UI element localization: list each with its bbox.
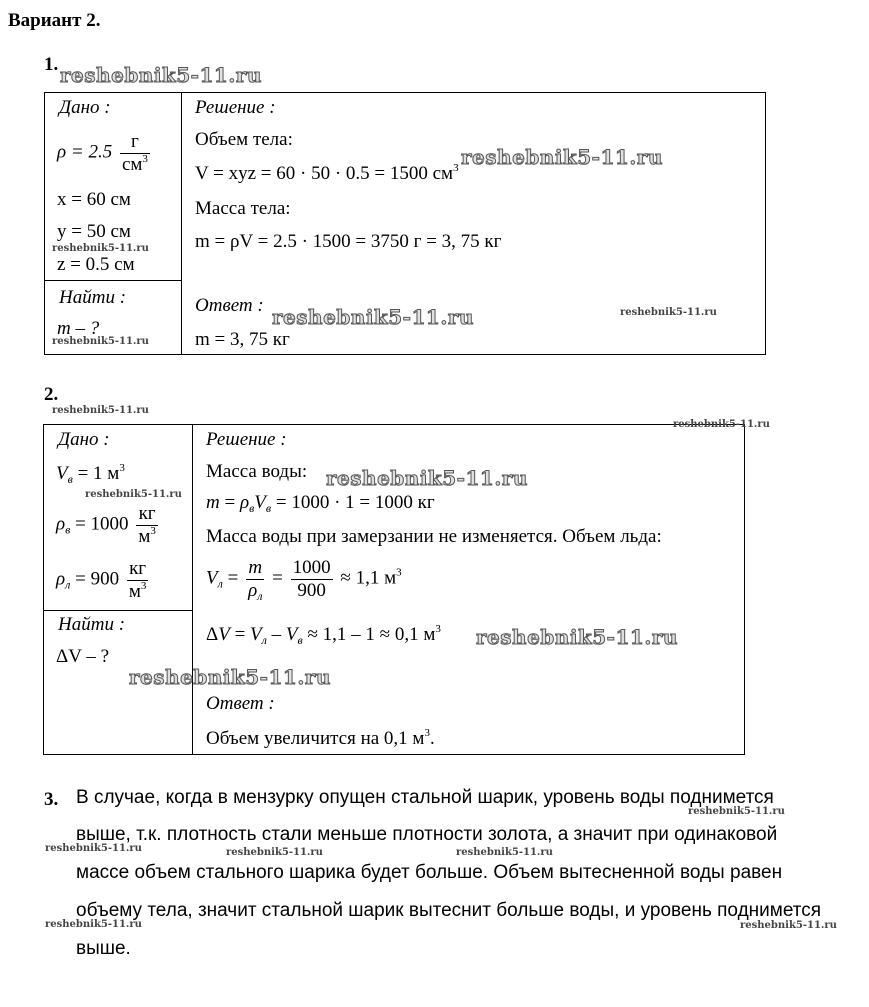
problem-2-rho-ice: $\rho_л = 900$ $\frac{кг}{м^3}$ bbox=[56, 558, 147, 602]
problem-3-line-2: выше, т.к. плотность стали меньше плотности золота, а значит при одинаковой bbox=[76, 824, 778, 845]
problem-1-rho: ρ = 2.5 $\frac{г}{см^3}$ bbox=[57, 131, 148, 175]
problem-2-answer-value: Объем увеличится на 0,1 $м^3$. bbox=[206, 727, 435, 749]
problem-2-vl-formula: $V_л$ = $\frac{m}{\rho_л}$ = $\frac{1000}{900}$ ≈ 1,1 $м^3$ bbox=[206, 557, 402, 603]
problem-2-dv-formula: $\Delta V = V_л - V_в \approx 1,1 - 1 \approx 0,1$ $м^3$ bbox=[206, 623, 441, 647]
problem-2-water-mass-formula: $m = \rho_вV_в = 1000 \cdot 1 = 1000$ кг bbox=[206, 492, 435, 515]
problem-1-y: y = 50 см bbox=[57, 221, 131, 242]
problem-1-divider bbox=[181, 93, 182, 354]
problem-1-number: 1. bbox=[44, 54, 59, 75]
watermark: reshebnik5-11.ru bbox=[620, 307, 717, 318]
watermark: reshebnik5-11.ru bbox=[129, 665, 331, 689]
problem-1-given-separator bbox=[45, 280, 182, 281]
page-title: Вариант 2. bbox=[8, 10, 101, 31]
watermark: reshebnik5-11.ru bbox=[476, 625, 678, 649]
watermark: reshebnik5-11.ru bbox=[52, 336, 149, 347]
problem-2-given-separator bbox=[44, 610, 193, 611]
problem-3-line-3: массе объем стального шарика будет больше. Объем вытесненной воды равен bbox=[76, 862, 783, 883]
watermark: reshebnik5-11.ru bbox=[740, 920, 837, 931]
problem-2-find-label: Найти : bbox=[58, 614, 126, 635]
watermark: reshebnik5-11.ru bbox=[326, 466, 528, 490]
problem-3-line-1: В случае, когда в мензурку опущен стальной шарик, уровень воды поднимется bbox=[76, 787, 774, 808]
problem-2-divider bbox=[192, 425, 193, 754]
problem-1-find-label: Найти : bbox=[59, 287, 127, 308]
problem-1-given-label: Дано : bbox=[59, 97, 111, 118]
watermark: reshebnik5-11.ru bbox=[461, 145, 663, 169]
problem-2-ice-text: Масса воды при замерзании не изменяется. Объем льда: bbox=[206, 526, 662, 547]
watermark: reshebnik5-11.ru bbox=[45, 843, 142, 854]
watermark: reshebnik5-11.ru bbox=[272, 305, 474, 329]
problem-1-x: x = 60 см bbox=[57, 189, 131, 210]
problem-2-number: 2. bbox=[44, 384, 59, 405]
watermark: reshebnik5-11.ru bbox=[673, 419, 770, 430]
problem-2-given-label: Дано : bbox=[58, 429, 110, 450]
problem-3-line-4: объему тела, значит стальной шарик вытеснит больше воды, и уровень поднимется bbox=[76, 900, 822, 921]
problem-1-volume-formula: V = xyz = 60 · 50 · 0.5 = 1500 $см^3$ bbox=[195, 162, 459, 184]
problem-2-solution-label: Решение : bbox=[206, 429, 287, 450]
watermark: reshebnik5-11.ru bbox=[85, 489, 182, 500]
problem-1-volume-label: Объем тела: bbox=[195, 129, 293, 150]
problem-2-water-mass-label: Масса воды: bbox=[206, 461, 308, 482]
problem-2-rho-water: $\rho_в = 1000$ $\frac{кг}{м^3}$ bbox=[56, 503, 156, 547]
problem-3-line-5: выше. bbox=[76, 938, 131, 959]
problem-1-z: z = 0.5 см bbox=[57, 254, 135, 275]
problem-1-answer-label: Ответ : bbox=[195, 295, 264, 316]
watermark: reshebnik5-11.ru bbox=[688, 806, 785, 817]
problem-1-mass-label: Масса тела: bbox=[195, 198, 291, 219]
problem-2-vv: $V_в = 1$ $м^3$ bbox=[56, 462, 125, 486]
problem-1-find-value: m – ? bbox=[57, 318, 100, 339]
watermark: reshebnik5-11.ru bbox=[52, 243, 149, 254]
watermark: reshebnik5-11.ru bbox=[52, 405, 149, 416]
problem-3-number: 3. bbox=[44, 789, 59, 810]
problem-1-mass-formula: m = ρV = 2.5 · 1500 = 3750 г = 3, 75 кг bbox=[195, 231, 502, 252]
watermark: reshebnik5-11.ru bbox=[456, 847, 553, 858]
watermark: reshebnik5-11.ru bbox=[60, 63, 262, 87]
watermark: reshebnik5-11.ru bbox=[226, 847, 323, 858]
watermark: reshebnik5-11.ru bbox=[45, 919, 142, 930]
problem-2-answer-label: Ответ : bbox=[206, 693, 275, 714]
problem-2-find-value: ΔV – ? bbox=[56, 646, 110, 667]
problem-1-solution-label: Решение : bbox=[195, 97, 276, 118]
problem-1-answer-value: m = 3, 75 кг bbox=[195, 329, 290, 350]
